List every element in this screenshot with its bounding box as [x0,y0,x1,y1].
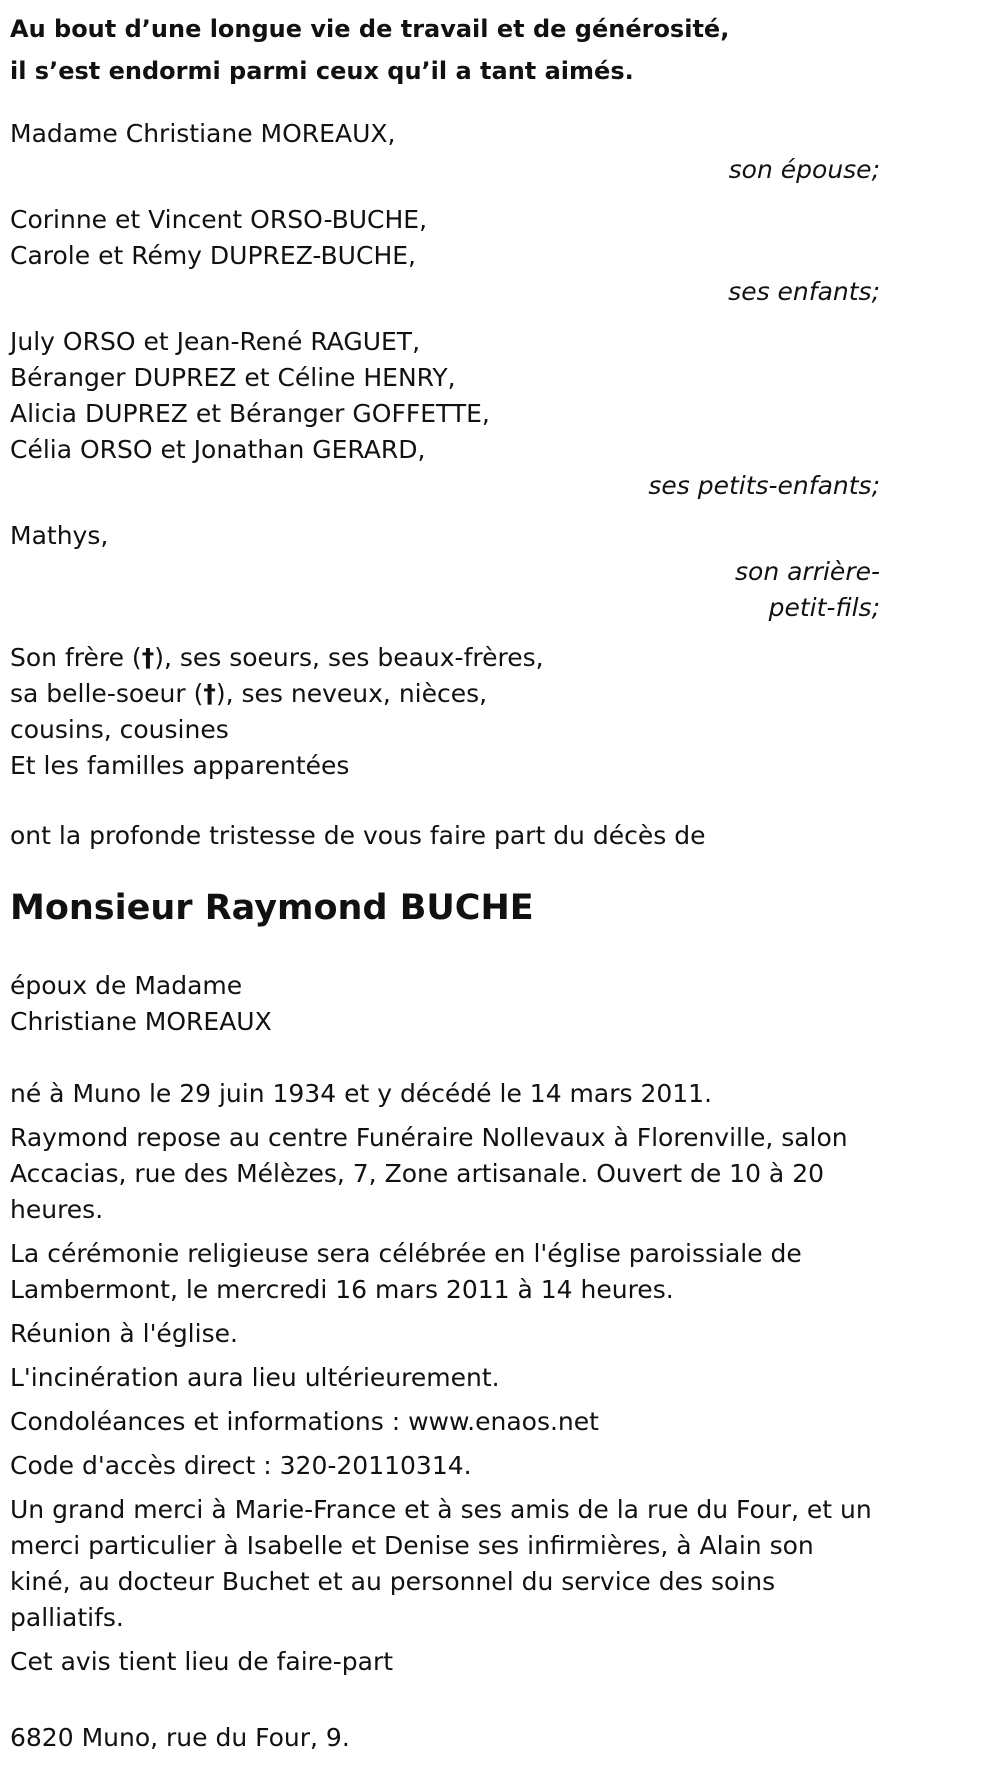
spouse-role: son épouse; [728,155,880,184]
family-line-4: Et les familles apparentées [10,751,350,780]
cross-icon: † [203,679,216,708]
cross-icon: † [141,643,155,672]
repose-info: Raymond repose au centre Funéraire Nollevaux à Florenville, salon Accacias, rue des Mélèzes, 7, Zone artisanale. Ouvert de 10 à 20 heures. [10,1123,848,1224]
thanks-paragraph: Un grand merci à Marie-France et à ses amis de la rue du Four, et un merci particulier à Isabelle et Denise ses infirmières, à Alain son kiné, au docteur Buchet et au personnel du service des soins palliatifs. [10,1495,872,1632]
family-line-2-b: ), ses neveux, nièces, [215,679,488,708]
address: 6820 Muno, rue du Four, 9. [10,1723,350,1752]
child-name: Corinne et Vincent ORSO-BUCHE, [10,205,428,234]
great-grandchild-role-line-1: son arrière- [735,557,880,586]
spouse-of [10,968,880,1040]
extended-family [10,640,880,784]
grandchild-name: Célia ORSO et Jonathan GERARD, [10,435,426,464]
obituary-content [10,0,880,1756]
ceremony-info: La cérémonie religieuse sera célébrée en l'église paroissiale de Lambermont, le mercredi 16 mars 2011 à 14 heures. [10,1239,802,1304]
family-line-2 [10,676,880,712]
family-line-1 [10,640,880,676]
condolences-info: Condoléances et informations : www.enaos.net [10,1407,599,1436]
meeting-info: Réunion à l'église. [10,1319,238,1348]
grandchild-name: Béranger DUPREZ et Céline HENRY, [10,363,456,392]
children-role: ses enfants; [728,277,880,306]
announcement: ont la profonde tristesse de vous faire part du décès de [10,821,706,850]
children-group [10,202,880,310]
spouse-name: Madame Christiane MOREAUX, [10,119,396,148]
notice-text: Cet avis tient lieu de faire-part [10,1647,394,1676]
family-line-3: cousins, cousines [10,715,229,744]
great-grandchild-group [10,518,880,626]
obituary-page [10,0,990,1765]
family-line-1-a: Son frère ( [10,643,142,672]
family-line-1-b: ), ses soeurs, ses beaux-frères, [154,643,544,672]
great-grandchild-role [10,554,880,626]
access-code: Code d'accès direct : 320-20110314. [10,1451,472,1480]
headline-line-2: il s’est endormi parmi ceux qu’il a tant aimés. [10,57,634,85]
great-grandchild-role-line-2: petit-fils; [768,593,880,622]
spouse-group [10,116,880,188]
great-grandchild-name: Mathys, [10,521,109,550]
spouse-of-line-2: Christiane MOREAUX [10,1007,272,1036]
cremation-info: L'incinération aura lieu ultérieurement. [10,1363,500,1392]
grandchild-name: July ORSO et Jean-René RAGUET, [10,327,421,356]
grandchild-name: Alicia DUPREZ et Béranger GOFFETTE, [10,399,490,428]
headline [10,8,880,92]
grandchildren-role: ses petits-enfants; [648,471,880,500]
grandchildren-group [10,324,880,504]
deceased-name: Monsieur Raymond BUCHE [10,888,534,928]
child-name: Carole et Rémy DUPREZ-BUCHE, [10,241,416,270]
family-line-2-a: sa belle-soeur ( [10,679,204,708]
spouse-of-line-1: époux de Madame [10,971,243,1000]
headline-line-1: Au bout d’une longue vie de travail et de générosité, [10,15,730,43]
birth-death: né à Muno le 29 juin 1934 et y décédé le 14 mars 2011. [10,1079,713,1108]
